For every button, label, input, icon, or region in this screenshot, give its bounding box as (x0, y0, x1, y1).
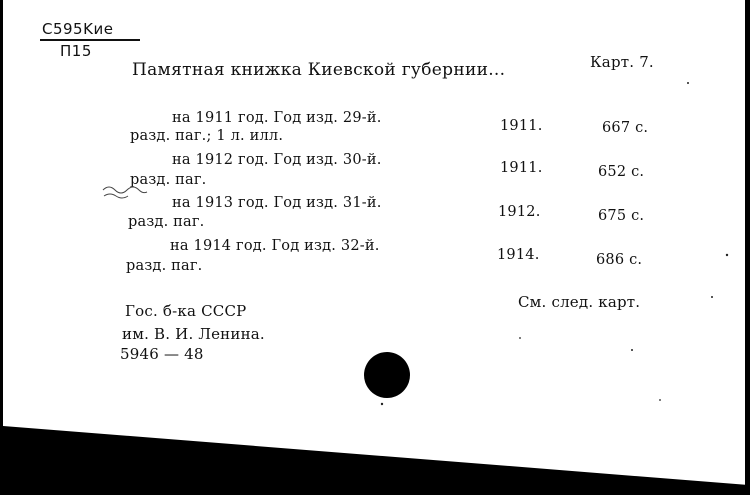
library-name: Гос. б-ка СССР (125, 302, 247, 320)
entry-1-line1: на 1911 год. Год изд. 29-й. (172, 110, 382, 126)
see-next-card: См. след. карт. (518, 293, 641, 311)
entry-4-pages: 686 с. (596, 252, 643, 268)
entry-4-year: 1914. (497, 247, 540, 263)
call-number-line1: C595Kиe (42, 20, 114, 38)
entry-3-year: 1912. (498, 204, 541, 220)
library-number: 5946 — 48 (120, 345, 204, 363)
entry-3-line2: разд. паг. (128, 214, 205, 230)
entry-2-line2: разд. паг. (130, 172, 207, 188)
entry-2-line1: на 1912 год. Год изд. 30-й. (172, 152, 382, 168)
entry-1-line2: разд. паг.; 1 л. илл. (130, 128, 284, 144)
call-number-line2: П15 (60, 42, 92, 60)
entry-2-year: 1911. (500, 160, 543, 176)
entry-4-line1: на 1914 год. Год изд. 32-й. (170, 238, 380, 254)
library-name-2: им. В. И. Ленина. (122, 325, 265, 343)
entry-4-line2: разд. паг. (126, 258, 203, 274)
card-number: Карт. 7. (590, 53, 654, 71)
entry-1-year: 1911. (500, 118, 543, 134)
card-title: Памятная книжка Киевской губернии... (132, 60, 506, 80)
entry-2-pages: 652 с. (598, 164, 645, 180)
entry-3-line1: на 1913 год. Год изд. 31-й. (172, 195, 382, 211)
entry-1-pages: 667 с. (602, 120, 649, 136)
entry-3-pages: 675 с. (598, 208, 645, 224)
